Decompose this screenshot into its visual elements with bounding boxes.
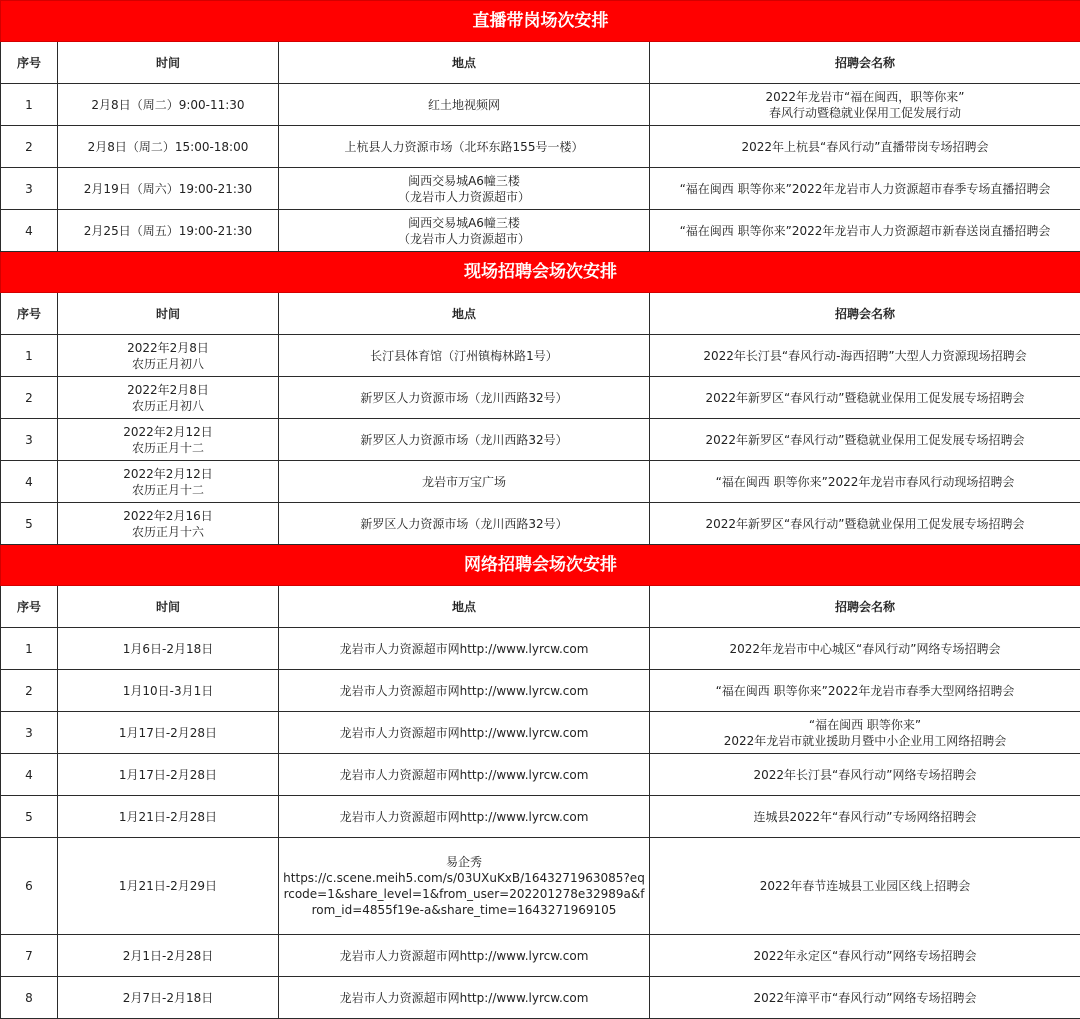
place-cell: 新罗区人力资源市场（龙川西路32号） [279, 503, 650, 545]
name-cell: 2022年长汀县“春风行动”网络专场招聘会 [650, 754, 1080, 796]
section-title: 网络招聘会场次安排 [1, 545, 1080, 586]
time-cell: 1月17日-2月28日 [58, 754, 279, 796]
name-cell: 2022年春节连城县工业园区线上招聘会 [650, 838, 1080, 935]
header-row [1, 586, 1080, 628]
column-header: 地点 [279, 586, 650, 628]
name-cell: “福在闽西 职等你来”2022年龙岩市人力资源超市春季专场直播招聘会 [650, 168, 1080, 210]
table-row [1, 712, 1080, 754]
time-cell: 1月10日-3月1日 [58, 670, 279, 712]
column-header: 序号 [1, 42, 58, 84]
time-cell: 2022年2月12日 农历正月十二 [58, 419, 279, 461]
place-cell: 易企秀 https://c.scene.meih5.com/s/03UXuKxB/1643271963085?eqrcode=1&share_level=1&from_user=202201278e32989a&from_id=4855f19e-a&share_time=1643271969105 [279, 838, 650, 935]
place-cell: 龙岩市人力资源超市网http://www.lyrcw.com [279, 670, 650, 712]
name-cell: “福在闽西 职等你来”2022年龙岩市春季大型网络招聘会 [650, 670, 1080, 712]
place-cell: 长汀县体育馆（汀州镇梅林路1号） [279, 335, 650, 377]
no-cell: 3 [1, 419, 58, 461]
name-cell: 连城县2022年“春风行动”专场网络招聘会 [650, 796, 1080, 838]
column-header: 时间 [58, 586, 279, 628]
column-header: 招聘会名称 [650, 293, 1080, 335]
place-cell: 龙岩市万宝广场 [279, 461, 650, 503]
column-header: 序号 [1, 293, 58, 335]
place-cell: 闽西交易城A6幢三楼 （龙岩市人力资源超市） [279, 168, 650, 210]
time-cell: 1月6日-2月18日 [58, 628, 279, 670]
place-cell: 龙岩市人力资源超市网http://www.lyrcw.com [279, 628, 650, 670]
no-cell: 2 [1, 377, 58, 419]
table-row [1, 503, 1080, 545]
section-title-row [1, 545, 1080, 586]
name-cell: 2022年永定区“春风行动”网络专场招聘会 [650, 935, 1080, 977]
place-cell: 龙岩市人力资源超市网http://www.lyrcw.com [279, 977, 650, 1019]
table-row [1, 335, 1080, 377]
no-cell: 1 [1, 628, 58, 670]
time-cell: 2月8日（周二）9:00-11:30 [58, 84, 279, 126]
name-cell: 2022年新罗区“春风行动”暨稳就业保用工促发展专场招聘会 [650, 377, 1080, 419]
time-cell: 2月1日-2月28日 [58, 935, 279, 977]
table-row [1, 670, 1080, 712]
table-row [1, 628, 1080, 670]
column-header: 时间 [58, 42, 279, 84]
name-cell: 2022年新罗区“春风行动”暨稳就业保用工促发展专场招聘会 [650, 419, 1080, 461]
time-cell: 2022年2月16日 农历正月十六 [58, 503, 279, 545]
no-cell: 7 [1, 935, 58, 977]
name-cell: 2022年新罗区“春风行动”暨稳就业保用工促发展专场招聘会 [650, 503, 1080, 545]
no-cell: 1 [1, 84, 58, 126]
section-title-row [1, 252, 1080, 293]
place-cell: 闽西交易城A6幢三楼 （龙岩市人力资源超市） [279, 210, 650, 252]
time-cell: 2022年2月8日 农历正月初八 [58, 377, 279, 419]
name-cell: 2022年龙岩市“福在闽西，职等你来” 春风行动暨稳就业保用工促发展行动 [650, 84, 1080, 126]
time-cell: 1月21日-2月28日 [58, 796, 279, 838]
time-cell: 1月17日-2月28日 [58, 712, 279, 754]
table-row [1, 935, 1080, 977]
time-cell: 2月25日（周五）19:00-21:30 [58, 210, 279, 252]
time-cell: 2月19日（周六）19:00-21:30 [58, 168, 279, 210]
no-cell: 5 [1, 503, 58, 545]
section-title-row [1, 1, 1080, 42]
place-cell: 上杭县人力资源市场（北环东路155号一楼） [279, 126, 650, 168]
time-cell: 2022年2月8日 农历正月初八 [58, 335, 279, 377]
no-cell: 3 [1, 712, 58, 754]
table-row [1, 754, 1080, 796]
place-cell: 新罗区人力资源市场（龙川西路32号） [279, 377, 650, 419]
time-cell: 2月7日-2月18日 [58, 977, 279, 1019]
table-row [1, 977, 1080, 1019]
no-cell: 8 [1, 977, 58, 1019]
place-cell: 新罗区人力资源市场（龙川西路32号） [279, 419, 650, 461]
no-cell: 2 [1, 670, 58, 712]
column-header: 地点 [279, 42, 650, 84]
place-cell: 龙岩市人力资源超市网http://www.lyrcw.com [279, 796, 650, 838]
place-cell: 龙岩市人力资源超市网http://www.lyrcw.com [279, 712, 650, 754]
column-header: 序号 [1, 586, 58, 628]
name-cell: “福在闽西 职等你来”2022年龙岩市春风行动现场招聘会 [650, 461, 1080, 503]
time-cell: 2月8日（周二）15:00-18:00 [58, 126, 279, 168]
header-row [1, 42, 1080, 84]
no-cell: 5 [1, 796, 58, 838]
no-cell: 1 [1, 335, 58, 377]
no-cell: 4 [1, 210, 58, 252]
table-row [1, 210, 1080, 252]
name-cell: 2022年长汀县“春风行动-海西招聘”大型人力资源现场招聘会 [650, 335, 1080, 377]
table-row [1, 377, 1080, 419]
place-cell: 红土地视频网 [279, 84, 650, 126]
column-header: 招聘会名称 [650, 42, 1080, 84]
no-cell: 3 [1, 168, 58, 210]
schedule-body [1, 1, 1080, 1019]
table-row [1, 126, 1080, 168]
no-cell: 2 [1, 126, 58, 168]
name-cell: “福在闽西 职等你来”2022年龙岩市人力资源超市新春送岗直播招聘会 [650, 210, 1080, 252]
column-header: 招聘会名称 [650, 586, 1080, 628]
name-cell: “福在闽西 职等你来” 2022年龙岩市就业援助月暨中小企业用工网络招聘会 [650, 712, 1080, 754]
section-title: 现场招聘会场次安排 [1, 252, 1080, 293]
column-header: 地点 [279, 293, 650, 335]
no-cell: 6 [1, 838, 58, 935]
no-cell: 4 [1, 461, 58, 503]
header-row [1, 293, 1080, 335]
table-row [1, 419, 1080, 461]
name-cell: 2022年上杭县“春风行动”直播带岗专场招聘会 [650, 126, 1080, 168]
no-cell: 4 [1, 754, 58, 796]
name-cell: 2022年漳平市“春风行动”网络专场招聘会 [650, 977, 1080, 1019]
table-row [1, 838, 1080, 935]
table-row [1, 461, 1080, 503]
time-cell: 1月21日-2月29日 [58, 838, 279, 935]
time-cell: 2022年2月12日 农历正月十二 [58, 461, 279, 503]
table-row [1, 168, 1080, 210]
section-title: 直播带岗场次安排 [1, 1, 1080, 42]
place-cell: 龙岩市人力资源超市网http://www.lyrcw.com [279, 935, 650, 977]
name-cell: 2022年龙岩市中心城区“春风行动”网络专场招聘会 [650, 628, 1080, 670]
table-row [1, 84, 1080, 126]
table-row [1, 796, 1080, 838]
column-header: 时间 [58, 293, 279, 335]
place-cell: 龙岩市人力资源超市网http://www.lyrcw.com [279, 754, 650, 796]
